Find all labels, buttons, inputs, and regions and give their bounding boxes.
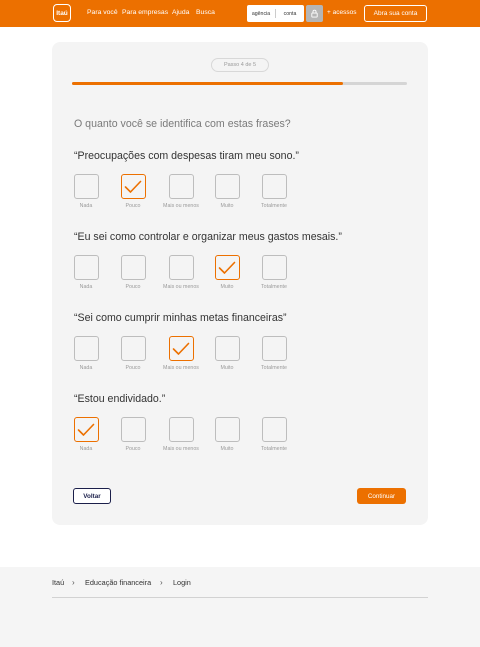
question-text: “Estou endividado.”	[74, 393, 166, 405]
answer-option-pouco[interactable]	[118, 417, 148, 452]
answer-option-label: Nada	[79, 284, 93, 290]
answer-option-label: Mais ou menos	[163, 365, 199, 371]
itau-logo[interactable]	[53, 4, 71, 22]
more-access-link[interactable]: + acessos	[327, 9, 357, 16]
answer-checkbox[interactable]	[121, 336, 146, 361]
login-fields	[247, 5, 304, 22]
answer-option-label: Pouco	[125, 203, 141, 209]
answer-option-muito[interactable]	[212, 174, 242, 209]
answer-option-totalmente[interactable]	[259, 174, 289, 209]
question-text: “Preocupações com despesas tiram meu sono.”	[74, 150, 299, 162]
answer-option-pouco[interactable]	[118, 336, 148, 371]
answer-checkbox[interactable]	[215, 174, 240, 199]
answer-checkbox[interactable]	[74, 174, 99, 199]
lock-icon	[310, 9, 319, 18]
question-text: “Sei como cumprir minhas metas financeiras”	[74, 312, 287, 324]
open-account-button[interactable]: Abra sua conta	[364, 5, 427, 22]
nav-busca[interactable]: Busca	[196, 9, 215, 16]
answer-option-label: Totalmente	[261, 284, 287, 290]
answer-checkbox[interactable]	[74, 336, 99, 361]
answer-option-label: Pouco	[125, 284, 141, 290]
answer-option-label: Nada	[79, 203, 93, 209]
answer-option-label: Totalmente	[261, 365, 287, 371]
answer-option-mais-ou-menos[interactable]	[163, 174, 199, 209]
nav-para-empresas[interactable]: Para empresas	[122, 9, 169, 16]
answer-checkbox[interactable]	[121, 255, 146, 280]
checkmark-icon	[172, 342, 190, 356]
progress-bar	[72, 82, 407, 85]
answer-option-nada[interactable]	[71, 255, 101, 290]
questionnaire-card	[52, 42, 428, 525]
answer-option-muito[interactable]	[212, 255, 242, 290]
answer-checkbox-checked[interactable]	[74, 417, 99, 442]
answer-checkbox[interactable]	[215, 417, 240, 442]
answer-checkbox-checked[interactable]	[215, 255, 240, 280]
agencia-field[interactable]: agência	[251, 10, 271, 17]
answer-option-muito[interactable]	[212, 336, 242, 371]
nav-ajuda[interactable]: Ajuda	[172, 9, 190, 16]
answer-option-muito[interactable]	[212, 417, 242, 452]
answer-option-label: Mais ou menos	[163, 446, 199, 452]
footer-divider	[52, 597, 428, 598]
breadcrumb-login[interactable]: Login	[173, 578, 191, 587]
checkmark-icon	[218, 261, 236, 275]
answer-option-label: Muito	[220, 446, 234, 452]
answer-option-label: Totalmente	[261, 446, 287, 452]
answer-option-label: Totalmente	[261, 203, 287, 209]
answer-checkbox-checked[interactable]	[169, 336, 194, 361]
answer-option-label: Muito	[220, 284, 234, 290]
back-button[interactable]: Voltar	[73, 488, 111, 504]
checkmark-icon	[77, 423, 95, 437]
answer-option-label: Mais ou menos	[163, 284, 199, 290]
nav-para-voce[interactable]: Para você	[87, 9, 118, 16]
answer-option-pouco[interactable]	[118, 174, 148, 209]
answer-option-label: Muito	[220, 203, 234, 209]
footer	[0, 567, 480, 647]
intro-question: O quanto você se identifica com estas frases?	[74, 118, 291, 130]
answer-checkbox[interactable]	[262, 174, 287, 199]
step-indicator: Passo 4 de 5	[211, 58, 269, 72]
answer-option-label: Pouco	[125, 365, 141, 371]
continue-button[interactable]: Continuar	[357, 488, 406, 504]
progress-bar-fill	[72, 82, 343, 85]
conta-field[interactable]: conta	[283, 10, 297, 17]
top-header	[0, 0, 480, 27]
answer-checkbox[interactable]	[121, 417, 146, 442]
question-text: “Eu sei como controlar e organizar meus gastos mesais.”	[74, 231, 342, 243]
lock-button[interactable]	[306, 5, 323, 22]
answer-option-nada[interactable]	[71, 336, 101, 371]
answer-option-label: Nada	[79, 365, 93, 371]
answer-option-mais-ou-menos[interactable]	[163, 417, 199, 452]
answer-option-pouco[interactable]	[118, 255, 148, 290]
answer-option-totalmente[interactable]	[259, 255, 289, 290]
answer-option-totalmente[interactable]	[259, 336, 289, 371]
answer-option-totalmente[interactable]	[259, 417, 289, 452]
breadcrumb-itau[interactable]: Itaú	[52, 578, 65, 587]
answer-option-mais-ou-menos[interactable]	[163, 336, 199, 371]
answer-checkbox[interactable]	[74, 255, 99, 280]
answer-option-mais-ou-menos[interactable]	[163, 255, 199, 290]
answer-checkbox[interactable]	[169, 417, 194, 442]
answer-option-label: Pouco	[125, 446, 141, 452]
answer-checkbox[interactable]	[262, 336, 287, 361]
answer-option-label: Nada	[79, 446, 93, 452]
checkmark-icon	[124, 180, 142, 194]
chevron-right-icon: ›	[160, 578, 163, 587]
answer-checkbox-checked[interactable]	[121, 174, 146, 199]
answer-checkbox[interactable]	[262, 417, 287, 442]
answer-checkbox[interactable]	[262, 255, 287, 280]
chevron-right-icon: ›	[72, 578, 75, 587]
answer-option-label: Muito	[220, 365, 234, 371]
answer-option-nada[interactable]	[71, 417, 101, 452]
logo-text: Itaú	[56, 9, 68, 17]
answer-checkbox[interactable]	[169, 255, 194, 280]
answer-option-label: Mais ou menos	[163, 203, 199, 209]
breadcrumb-educacao[interactable]: Educação financeira	[85, 578, 152, 587]
answer-option-nada[interactable]	[71, 174, 101, 209]
answer-checkbox[interactable]	[215, 336, 240, 361]
answer-checkbox[interactable]	[169, 174, 194, 199]
